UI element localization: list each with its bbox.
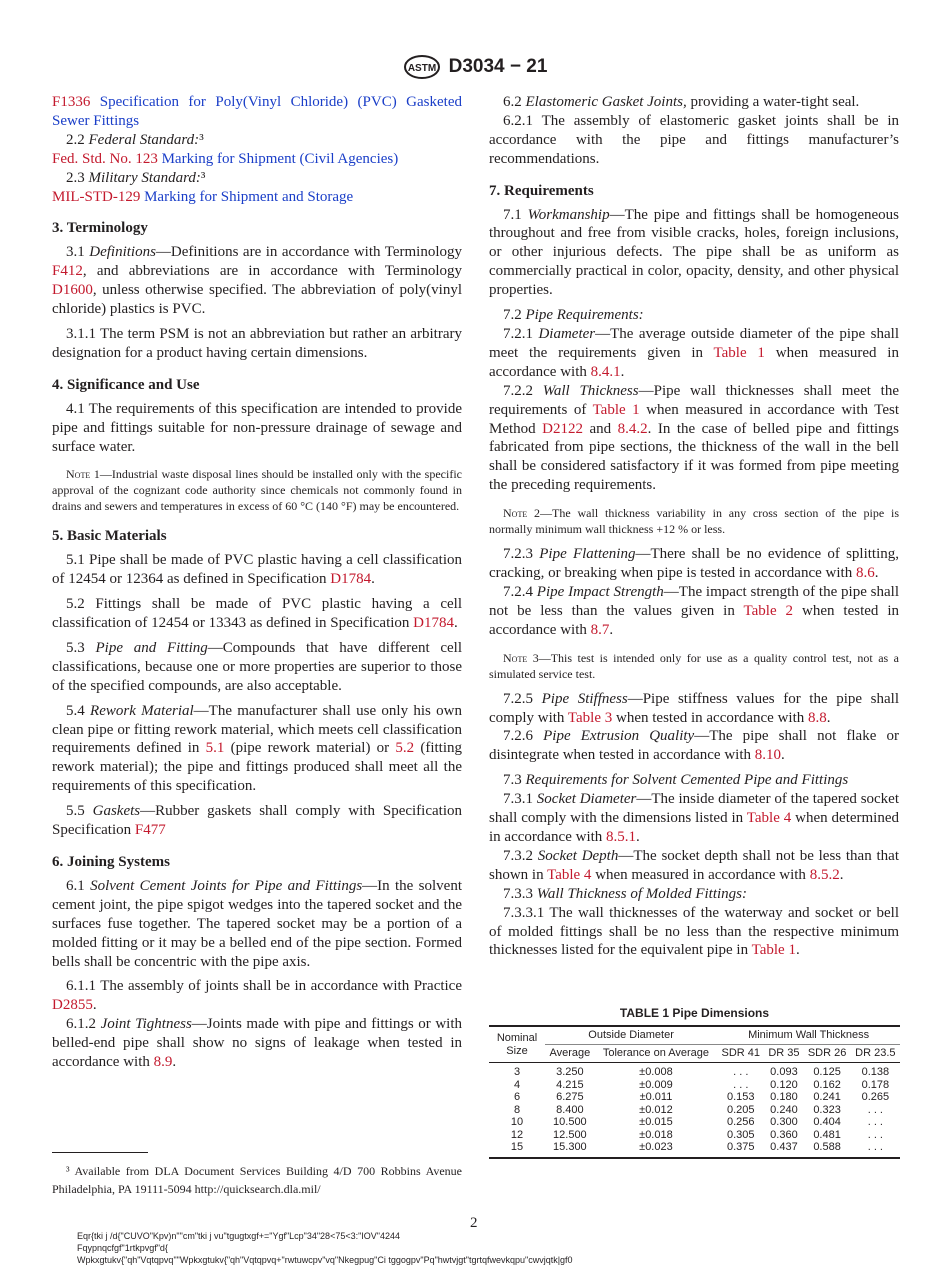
stamp-line: Fqypnqcfgf"1rtkpvgf"d{	[77, 1243, 168, 1253]
text-run: Wall Thickness	[542, 382, 639, 399]
text-run: 5.1 Pipe shall be made of PVC plastic having a cell classification of 12454 or 12364 as defined in Specification	[52, 552, 462, 588]
paragraph	[52, 188, 462, 207]
reference-link[interactable]: 8.6	[855, 565, 875, 582]
footnote-divider	[52, 1152, 148, 1153]
table-cell: 0.162	[813, 1078, 841, 1091]
column-header: DR 35	[764, 1045, 803, 1063]
text-run: Workmanship	[527, 206, 610, 223]
text-run: 6.1	[66, 877, 91, 894]
table-cell: ±0.015	[639, 1116, 673, 1128]
table-cell: 8	[513, 1103, 521, 1116]
text-run: —The pipe and fittings shall be homogeneous throughout and free from visible cracks, holes, foreign inclusions, or other injurious defects. The pipe shall be as uniform as commercially practical in color, opacity, density, and other physical properties.	[489, 206, 899, 299]
text-run: Solvent Cement Joints for Pipe and Fittings	[90, 877, 363, 894]
text-run: 7.2	[503, 307, 526, 324]
table-cell: 12.500	[553, 1128, 587, 1141]
paragraph	[489, 306, 899, 325]
reference-link[interactable]: Specification for Poly(Vinyl Chloride) (PVC) Gasketed Sewer Fittings	[52, 94, 462, 129]
reference-link[interactable]: F477	[134, 822, 166, 839]
text-run: when measured in accordance with	[489, 344, 899, 380]
text-run: .	[620, 363, 625, 380]
paragraph	[489, 325, 899, 382]
text-run: Definitions	[89, 244, 156, 261]
table-cell: 0.153	[727, 1091, 755, 1103]
text-run: 7.2.6	[503, 728, 544, 745]
text-run: .	[874, 565, 879, 582]
text-run: 6.1.1 The assembly of joints shall be in accordance with Practice	[66, 978, 462, 995]
text-run: 5.5	[66, 803, 93, 820]
text-run: 7.2.1	[503, 325, 539, 342]
text-run: when determined in accordance with	[489, 810, 900, 845]
table-cell: 6.275	[556, 1091, 584, 1103]
reference-link[interactable]: D2122	[542, 420, 583, 437]
table-cell: 4	[513, 1078, 521, 1091]
text-run: Wall Thickness of Molded Fittings:	[536, 885, 748, 902]
text-run: 3.1.1 The term PSM is not an abbreviation but rather an arbitrary designation for a product having certain dimensions.	[52, 325, 462, 361]
document-designation: D3034 − 21	[448, 56, 548, 77]
reference-link[interactable]: D1600	[52, 282, 93, 299]
reference-link[interactable]: D1784	[413, 615, 455, 632]
table-cell: 0.588	[813, 1141, 841, 1153]
page-number: 2	[470, 1215, 478, 1231]
note	[489, 505, 899, 537]
right-column	[489, 93, 899, 960]
text-run: 7.2.2	[503, 382, 543, 399]
astm-logo-icon	[403, 54, 441, 80]
paragraph	[489, 847, 899, 885]
stamp-line: Eqr{tki j /d{"CUVO"Kpv)n""cm"tki j vu"tgugtxgf+="Ygf"Lcp"34"28<75<3:"IOV"4244	[77, 1231, 401, 1241]
text-run: 7.2.4	[503, 583, 537, 600]
reference-link[interactable]: Fed. Std. No. 123	[52, 150, 158, 167]
text-run: .	[172, 1054, 177, 1071]
note	[489, 650, 899, 682]
text-run: —Pipe wall thicknesses shall meet the requirements of	[489, 382, 899, 418]
paragraph	[52, 169, 462, 188]
text-run: 3.1	[66, 244, 90, 261]
text-run: (fitting rework material); the pipe and fittings produced shall meet all the requirements of this specification.	[52, 740, 463, 795]
paragraph	[489, 904, 899, 961]
table-cell: 4.215	[556, 1078, 584, 1091]
reference-link[interactable]: F1336	[52, 94, 91, 110]
text-run: 6.1.2	[66, 1016, 101, 1033]
column-header: SDR 41	[717, 1045, 764, 1063]
table-cell: ±0.023	[639, 1141, 673, 1153]
paragraph	[52, 802, 462, 840]
text-run: Socket Depth	[537, 847, 619, 864]
text-run: Pipe and Fitting	[95, 639, 208, 656]
paragraph	[52, 639, 462, 696]
table-cell: 15	[510, 1141, 524, 1153]
text-run: 7.1	[503, 206, 528, 223]
text-run: when measured in accordance with Test Method	[489, 401, 900, 437]
table-cell: . . .	[867, 1128, 883, 1141]
text-run: 6. Joining Systems	[52, 854, 170, 870]
paragraph	[52, 551, 462, 589]
text-run: —The impact strength of the pipe shall not be less than the values given in	[489, 583, 899, 619]
table-cell: 3.250	[556, 1066, 584, 1078]
table-cell: . . .	[867, 1141, 883, 1153]
text-run: Joint Tightness	[100, 1016, 192, 1033]
table-cell: 0.093	[770, 1066, 798, 1078]
reference-link[interactable]: D2855	[52, 997, 93, 1014]
text-run: , and abbreviations are in accordance with Terminology	[82, 263, 462, 280]
section-heading	[52, 527, 462, 546]
table-row	[489, 1141, 900, 1158]
text-run: .	[636, 829, 640, 845]
reference-link[interactable]: 8.5.1	[606, 829, 637, 845]
table-cell: 0.180	[770, 1091, 798, 1103]
header-nominal-size: Nominal Size	[489, 1026, 545, 1063]
table-cell: ±0.011	[639, 1091, 673, 1103]
text-run: 2—The wall thickness variability in any cross section of the pipe is normally minimum wall thickness +12 % or less.	[489, 506, 899, 537]
table-row	[489, 1129, 900, 1142]
stamp-line: Wpkxgtukv{"qh"Vqtqpvq""Wpkxgtukv{"qh"Vqtqpvq+"rwtuwcpv"vq"Nkegpug"Ci tggogpv"Pq"hwtvjgt"tgrtqfwevkqpu"cwvjqtk|gf0	[77, 1255, 573, 1265]
text-run: 7.2.3	[503, 546, 540, 563]
text-run: Rework Material	[90, 702, 194, 719]
text-run: —The socket depth shall not be less than that shown in	[489, 847, 899, 883]
text-run: Socket Diameter	[536, 791, 637, 808]
column-header: DR 23.5	[851, 1045, 900, 1063]
text-run: Pipe Impact Strength	[536, 583, 664, 600]
text-run: —In the solvent cement joint, the pipe spigot wedges into the tapered socket and the surfaces fuse together. The tapered socket may be a portion of a molded fitting or it may be a belled end of the pipe section. Formed bells shall be concentric with the pipe axis.	[52, 877, 463, 970]
text-run: Note	[503, 650, 528, 665]
text-run: 7.3.3.1 The wall thicknesses of the waterway and socket or bell of molded fittings shall be no less than the respective minimum thicknesses listed for the equivalent pipe in	[489, 904, 899, 959]
text-run: Pipe Stiffness	[541, 690, 628, 707]
text-run: .	[795, 942, 800, 959]
reference-link[interactable]: 8.5.2	[809, 866, 840, 883]
section-heading	[52, 219, 462, 238]
header-outside-diameter: Outside Diameter	[545, 1026, 717, 1045]
reference-link[interactable]: 8.4.1	[590, 363, 621, 380]
paragraph	[52, 93, 462, 131]
table-cell: 15.300	[553, 1141, 587, 1153]
text-run: —Definitions are in accordance with Terminology	[155, 244, 462, 261]
table-cell: . . .	[733, 1066, 749, 1078]
text-run: providing a water-tight seal.	[686, 94, 860, 110]
note	[52, 466, 462, 514]
text-run: Requirements for Solvent Cemented Pipe and Fittings	[525, 772, 849, 789]
paragraph	[489, 93, 899, 112]
text-run: 5.3	[66, 639, 96, 656]
text-run: 2.3	[66, 169, 89, 186]
table-cell: 0.305	[727, 1128, 755, 1141]
table-cell: . . .	[733, 1078, 749, 1091]
text-run: ³	[199, 131, 204, 148]
text-run: 4.1 The requirements of this specification are intended to provide pipe and fittings suitable for non-pressure drainage of sewage and surface water.	[52, 400, 462, 455]
license-stamp	[77, 1230, 573, 1266]
table-row	[489, 1116, 900, 1129]
reference-link[interactable]: 8.8	[808, 709, 827, 726]
text-run: 3. Terminology	[52, 220, 148, 237]
paragraph	[489, 727, 899, 765]
text-run: .	[454, 615, 458, 632]
text-run: 7.3.1	[503, 791, 537, 808]
section-heading	[52, 853, 462, 872]
text-run: when measured in accordance with	[591, 866, 810, 883]
table-cell: 0.241	[813, 1091, 841, 1103]
table-cell: 10	[510, 1116, 524, 1128]
text-run: and	[583, 420, 618, 437]
text-run: 7. Requirements	[489, 182, 594, 199]
table-cell: 0.240	[770, 1103, 798, 1116]
text-run: when tested in accordance with	[489, 602, 899, 638]
table-cell: 0.120	[770, 1078, 798, 1091]
text-run: 7.3.3	[503, 885, 537, 902]
paragraph	[52, 325, 462, 363]
reference-link[interactable]: D1784	[330, 571, 372, 588]
text-run: .	[780, 747, 785, 764]
paragraph	[52, 400, 462, 457]
reference-link[interactable]: Table 1	[592, 401, 640, 418]
left-column	[52, 93, 462, 1072]
paragraph	[52, 877, 462, 972]
table-cell: 0.481	[813, 1128, 841, 1141]
table-cell: ±0.012	[639, 1103, 673, 1116]
text-run: 3—This test is intended only for use as a quality control test, not as a simulated service test.	[489, 650, 899, 681]
paragraph	[489, 112, 899, 169]
table-cell: 0.323	[813, 1103, 841, 1116]
paragraph	[52, 977, 462, 1015]
text-run: . In the case of belled pipe and fittings fabricated from pipe sections, the thickness of the wall in the bell shall be considered satisfactory if it was formed from pipe meeting the preceding requirements.	[489, 420, 899, 494]
table-cell: 0.375	[727, 1141, 755, 1153]
text-run: 6.2.1 The assembly of elastomeric gasket joints shall be in accordance with the pipe and fittings manufacturer’s recommendations.	[489, 112, 899, 167]
table-cell: 0.125	[813, 1066, 841, 1078]
text-run: (pipe rework material) or	[224, 740, 396, 757]
paragraph	[52, 150, 462, 169]
table-cell: ±0.009	[639, 1078, 673, 1091]
table-cell: 6	[513, 1091, 521, 1103]
text-run: Pipe Requirements:	[525, 307, 644, 324]
text-run: —Compounds that have different cell classifications, because one or more properties are superior to those of the specified compounds, are also acceptable.	[52, 639, 463, 694]
reference-link[interactable]: Table 1	[713, 344, 765, 361]
text-run: 4. Significance and Use	[52, 376, 200, 393]
reference-link[interactable]: 5.1	[205, 740, 225, 757]
paragraph	[52, 702, 462, 797]
text-run: 5.2 Fittings shall be made of PVC plastic having a cell classification of 12454 or 13343 as defined in Specification	[52, 596, 462, 632]
text-run: Note	[503, 506, 528, 521]
reference-link[interactable]: 8.10	[754, 747, 781, 764]
column-header: Average	[545, 1045, 595, 1063]
text-run: 6.2	[503, 94, 526, 110]
column-header: SDR 26	[803, 1045, 850, 1063]
text-run: —Joints made with pipe and fittings or with belled-end pipe shall show no signs of leakage when tested in accordance with	[52, 1016, 462, 1071]
paragraph	[52, 243, 462, 319]
reference-link[interactable]: MIL-STD-129	[52, 188, 141, 205]
text-run: .	[826, 709, 831, 726]
header-min-wall-thickness: Minimum Wall Thickness	[717, 1026, 900, 1045]
paragraph	[52, 595, 462, 633]
paragraph	[489, 885, 899, 904]
footnote-3: ³ Available from DLA Document Services Building 4/D 700 Robbins Avenue Philadelphia, PA 19111-5094 http://quicksearch.dla.mil/	[52, 1164, 462, 1196]
paragraph	[489, 206, 899, 301]
text-run: ³	[200, 169, 206, 186]
reference-link[interactable]: Table 4	[547, 866, 592, 883]
table-cell: 0.138	[861, 1066, 890, 1078]
reference-link[interactable]: Marking for Shipment and Storage	[140, 188, 354, 205]
reference-link[interactable]: Table 1	[751, 942, 796, 959]
text-run: Federal Standard:	[88, 131, 200, 148]
reference-link[interactable]: Table 4	[746, 810, 792, 827]
text-run: 5. Basic Materials	[52, 528, 167, 545]
table-cell: ±0.008	[639, 1066, 673, 1078]
reference-link[interactable]: Table 3	[567, 709, 613, 726]
table-cell: 0.265	[861, 1091, 890, 1103]
table-row	[489, 1104, 900, 1117]
reference-link[interactable]: F412	[52, 263, 83, 280]
table-row	[489, 1063, 900, 1079]
reference-link[interactable]: 5.2	[395, 740, 415, 757]
column-header: Tolerance on Average	[595, 1045, 717, 1063]
section-heading	[489, 182, 899, 201]
text-run: 2.2	[66, 131, 89, 148]
text-run: when tested in accordance with	[612, 709, 809, 726]
table-cell: . . .	[867, 1103, 883, 1116]
text-run: 7.3	[503, 772, 526, 789]
text-run: .	[92, 997, 97, 1014]
text-run: 7.3.2	[503, 847, 538, 864]
text-run: Note	[66, 467, 91, 482]
table-cell: 10.500	[553, 1116, 587, 1128]
text-run: .	[609, 621, 614, 638]
paragraph	[489, 690, 899, 728]
section-heading	[52, 376, 462, 395]
table-cell: 0.256	[727, 1116, 755, 1128]
table-cell: 0.300	[770, 1116, 798, 1128]
text-run: , unless otherwise specified. The abbreviation of poly(vinyl chloride) plastics is PVC.	[52, 282, 462, 318]
text-run: 5.4	[66, 702, 91, 719]
text-run: Gaskets	[92, 803, 141, 820]
table-cell: . . .	[867, 1116, 883, 1128]
svg-text:ASTM: ASTM	[407, 63, 436, 74]
text-run: Elastomeric Gasket Joints,	[525, 94, 687, 110]
table-cell: 3	[513, 1066, 521, 1078]
table-cell: 0.360	[770, 1128, 798, 1141]
reference-link[interactable]: 8.7	[590, 621, 610, 638]
paragraph	[489, 382, 899, 495]
table-cell: 0.404	[813, 1116, 841, 1128]
text-run: —There shall be no evidence of splitting, cracking, or breaking when pipe is tested in accordance with	[489, 546, 900, 582]
text-run: —The pipe shall not flake or disintegrate when tested in accordance with	[489, 728, 899, 764]
paragraph	[52, 1015, 462, 1072]
paragraph	[489, 790, 899, 847]
text-run: 1—Industrial waste disposal lines should be installed only with the specific approval of the cognizant code authority since chemicals not commonly found in drains and sewers and temperatures in excess of 60 °C (140 °F) may be encountered.	[52, 467, 462, 514]
text-run: Military Standard:	[88, 169, 201, 186]
text-run: .	[371, 571, 375, 588]
table-cell: 12	[510, 1128, 524, 1141]
text-run: Pipe Flattening	[539, 546, 636, 563]
reference-link[interactable]: Marking for Shipment (Civil Agencies)	[157, 150, 399, 167]
table-cell: 0.205	[727, 1103, 755, 1116]
text-run: Pipe Extrusion Quality	[543, 728, 695, 745]
table-row	[489, 1091, 900, 1104]
text-run: —The inside diameter of the tapered socket shall comply with the dimensions listed in	[489, 791, 900, 827]
table-cell: 0.178	[861, 1078, 890, 1091]
text-run: .	[839, 866, 844, 883]
table-title: TABLE 1 Pipe Dimensions	[619, 1006, 770, 1020]
paragraph	[489, 583, 899, 640]
text-run: —The manufacturer shall use only his own clean pipe or fitting rework material, which meets cell classification requirements defined in	[52, 702, 462, 757]
text-run: —The average outside diameter of the pipe shall meet the requirements given in	[489, 325, 899, 361]
table-cell: ±0.018	[639, 1128, 673, 1141]
text-run: Diameter	[538, 325, 596, 342]
table-1-pipe-dimensions	[489, 1006, 900, 1159]
reference-link[interactable]: Table 2	[743, 602, 794, 619]
text-run: —Rubber gaskets shall comply with Specification Specification	[52, 803, 462, 839]
reference-link[interactable]: 8.9	[153, 1054, 173, 1071]
paragraph	[52, 131, 462, 150]
table-cell: 0.437	[770, 1141, 798, 1153]
paragraph	[489, 545, 899, 583]
table-cell: 8.400	[556, 1103, 584, 1116]
paragraph	[489, 771, 899, 790]
text-run: 7.2.5	[503, 690, 542, 707]
reference-link[interactable]: 8.4.2	[617, 420, 648, 437]
table-row	[489, 1079, 900, 1092]
page-header	[0, 54, 950, 80]
text-run: —Pipe stiffness values for the pipe shall comply with	[489, 690, 899, 726]
